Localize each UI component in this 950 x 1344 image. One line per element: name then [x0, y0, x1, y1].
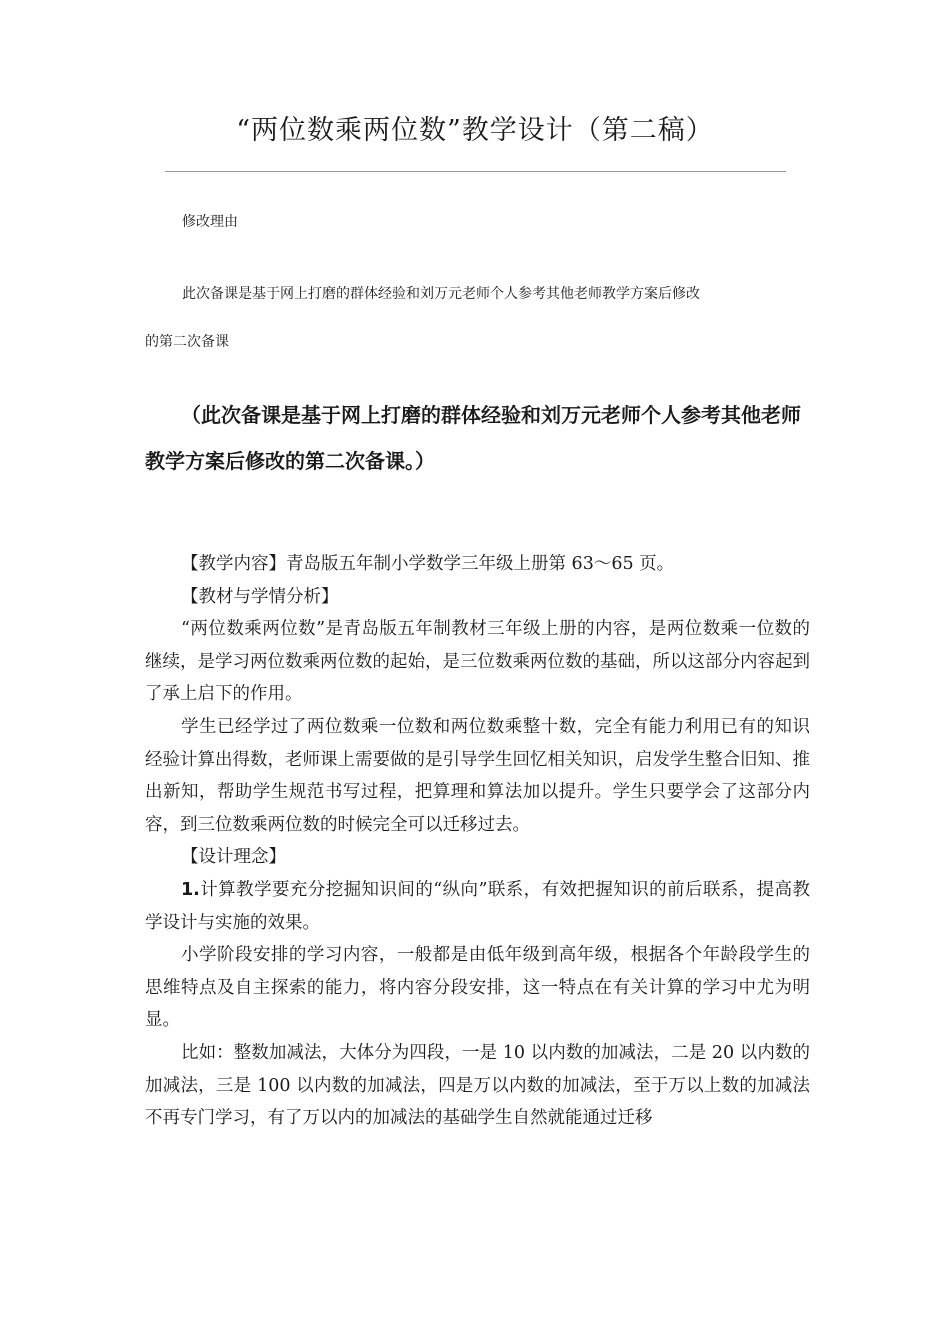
design-point-1-number: 1.	[181, 879, 200, 900]
design-point-1	[145, 874, 810, 939]
design-heading: 【设计理念】	[181, 847, 286, 868]
title-divider	[165, 171, 786, 172]
revision-text-line2: 的第二次备课	[145, 334, 229, 350]
revision-heading: 修改理由	[182, 214, 238, 230]
analysis-paragraph-1: “两位数乘两位数”是青岛版五年制教材三年级上册的内容，是两位数乘一位数的继续，是学习两位数乘两位数的起始，是三位数乘两位数的基础，所以这部分内容起到了承上启下的作用。	[145, 619, 810, 705]
document-body	[145, 548, 810, 1135]
bold-note: （此次备课是基于网上打磨的群体经验和刘万元老师个人参考其他老师教学方案后修改的第二次备课。）	[145, 403, 801, 473]
design-paragraph-3: 比如：整数加减法，大体分为四段，一是 10 以内数的加减法，二是 20 以内数的加减法，三是 100 以内数的加减法，四是万以内数的加减法，至于万以上数的加减法不再专门学习，有了万以内的加减法的基础学生自然就能通过迁移	[145, 1042, 810, 1129]
analysis-paragraph-2: 学生已经学过了两位数乘一位数和两位数乘整十数，完全有能力利用已有的知识经验计算出得数，老师课上需要做的是引导学生回忆相关知识，启发学生整合旧知、推出新知，帮助学生规范书写过程，把算理和算法加以提升。学生只要学会了这部分内容，到三位数乘两位数的时候完全可以迁移过去。	[145, 716, 810, 835]
revision-text-line1: 此次备课是基于网上打磨的群体经验和刘万元老师个人参考其他老师教学方案后修改	[182, 286, 700, 302]
design-point-1-text: 计算教学要充分挖掘知识间的“纵向”联系，有效把握知识的前后联系，提高教学设计与实施的效果。	[145, 879, 810, 933]
analysis-heading: 【教材与学情分析】	[181, 586, 339, 607]
teaching-content: 【教学内容】青岛版五年制小学数学三年级上册第 63～65 页。	[181, 554, 675, 574]
document-title: “两位数乘两位数”教学设计（第二稿）	[236, 115, 714, 146]
design-paragraph-2: 小学阶段安排的学习内容，一般都是由低年级到高年级，根据各个年龄段学生的思维特点及自主探索的能力，将内容分段安排，这一特点在有关计算的学习中尤为明显。	[145, 945, 810, 1031]
